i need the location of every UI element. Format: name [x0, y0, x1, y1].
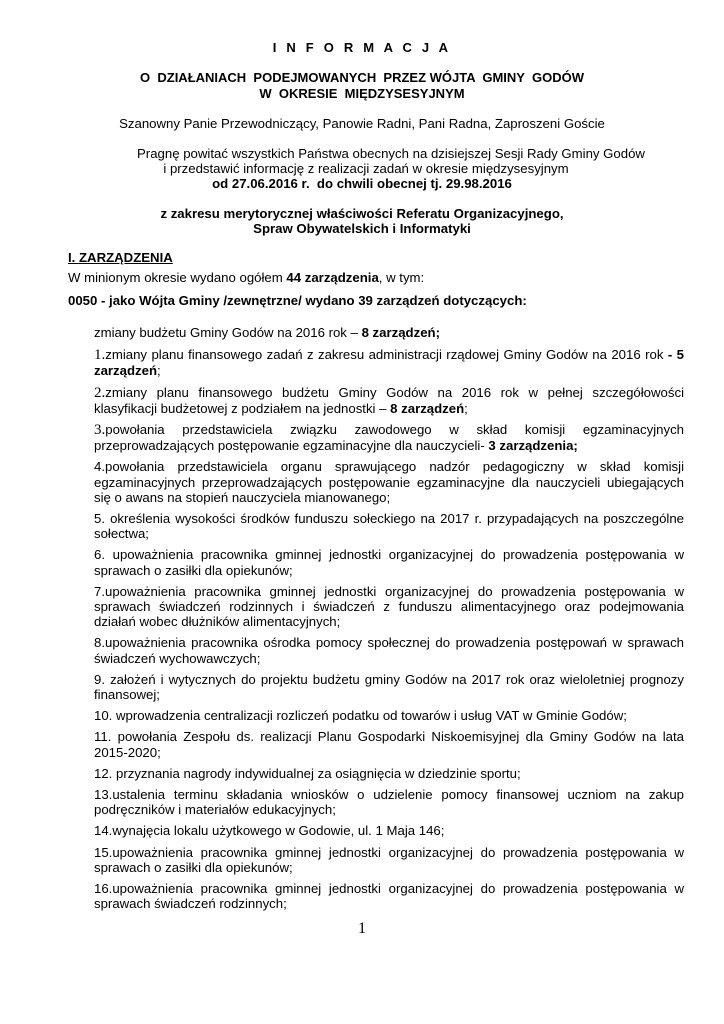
list-item-number: 6.: [94, 547, 113, 563]
list-item-text: upoważnienia pracownika gminnej jednostki organizacyjnej do prowadzenia postępowania w sprawach o zasiłki dla opiekunów;: [94, 844, 684, 875]
subtitle-line-1: O DZIAŁANIACH PODEJMOWANYCH PRZEZ WÓJTA GMINY GODÓW: [140, 70, 584, 85]
list-item: [94, 385, 684, 416]
intro-line-1: Pragnę powitać wszystkich Państwa obecnych na dzisiejszej Sesji Rady Gminy Godów: [137, 146, 645, 161]
list-item-count: 8 zarządzeń;: [361, 325, 440, 340]
list-item-text: powołania przedstawiciela związku zawodowego w skład komisji egzaminacyjnych przeprowadzających postępowanie egzaminacyjne dla nauczycieli-: [94, 422, 684, 454]
list-item-number: 11.: [94, 729, 118, 745]
list-item: [94, 511, 684, 541]
list-item-text: przyznania nagrody indywidualnej za osiągnięcia w dziedzinie sportu;: [116, 765, 521, 781]
summary-prefix: W minionym okresie wydano ogółem: [68, 270, 287, 285]
list-item: [94, 422, 684, 453]
list-item: [94, 547, 684, 577]
list-item-text: powołania przedstawiciela organu sprawującego nadzór pedagogiczny w skład komisji egzaminacyjnych przeprowadzających postępowanie egzaminacyjne dla nauczycieli ubiegających się o awans na stopień nauczyciela mianowanego;: [94, 459, 684, 505]
scope-line-2: Spraw Obywatelskich i Informatyki: [253, 221, 471, 236]
list-item-number: 15.: [94, 844, 113, 860]
list-item-text: powołania Zespołu ds. realizacji Planu Gospodarki Niskoemisyjnej dla Gminy Godów na lata 2015-2020;: [94, 729, 684, 760]
list-item-text: określenia wysokości środków funduszu sołeckiego na 2017 r. przypadających na poszczególne sołectwa;: [94, 511, 684, 542]
summary-count: 44 zarządzenia: [286, 270, 379, 285]
list-item-number: 1.: [94, 347, 106, 364]
list-item: [94, 823, 684, 838]
list-item-text: wprowadzenia centralizacji rozliczeń podatku od towarów i usług VAT w Gminie Godów;: [116, 708, 627, 724]
section-subheading: 0050 - jako Wójta Gminy /zewnętrzne/ wydano 39 zarządzeń dotyczących:: [68, 293, 527, 308]
list-item-count: 8 zarządzeń: [390, 400, 465, 416]
list-item-text: założeń i wytycznych do projektu budżetu gminy Godów na 2017 rok oraz wieloletniej prognozy finansowej;: [94, 671, 684, 703]
list-item-text: ustalenia terminu składania wniosków o udzielenie pomocy finansowej uczniom na zakup podręczników i materiałów edukacyjnych;: [94, 787, 684, 818]
list-item: [94, 672, 684, 702]
list-item-number: 12.: [94, 765, 116, 781]
ordinances-list: [94, 325, 684, 918]
list-item: [94, 459, 684, 505]
list-item-number: 13.: [94, 787, 113, 803]
document-title: I N F O R M A C J A: [272, 40, 452, 55]
list-item-number: 4.: [94, 459, 105, 475]
page-number: 1: [358, 920, 366, 937]
list-item: [94, 787, 684, 817]
list-item-text: upoważnienia pracownika gminnej jednostki organizacyjnej do prowadzenia postępowania w sprawach świadczeń rodzinnych;: [94, 881, 684, 912]
list-item-number: 2.: [94, 384, 106, 401]
list-item-text: zmiany planu finansowego zadań z zakresu administracji rządowej Gminy Godów na 2016 rok: [105, 347, 668, 363]
list-item: [94, 325, 684, 340]
greeting: Szanowny Panie Przewodniczący, Panowie Radni, Pani Radna, Zaproszeni Goście: [119, 116, 605, 131]
list-item-number: 7.: [94, 583, 105, 599]
list-item: [94, 881, 684, 911]
list-item: [94, 729, 684, 759]
list-item-number: 3.: [94, 422, 106, 439]
list-item: [94, 635, 684, 665]
section-summary: [68, 270, 424, 285]
summary-suffix: , w tym:: [378, 270, 425, 285]
list-item: [94, 347, 684, 378]
section-title: I. ZARZĄDZENIA: [68, 250, 173, 265]
subtitle-line-2: W OKRESIE MIĘDZYSESYJNYM: [259, 86, 465, 101]
list-item-count: 3 zarządzenia;: [488, 438, 578, 454]
list-item: [94, 845, 684, 875]
list-item-number: 8.: [94, 635, 105, 651]
list-item-text: wynajęcia lokalu użytkowego w Godowie, ul. 1 Maja 146;: [112, 823, 445, 839]
list-item-number: 5.: [94, 511, 111, 527]
list-item-number: 9.: [94, 671, 111, 687]
scope-line-1: z zakresu merytorycznej właściwości Referatu Organizacyjnego,: [160, 206, 564, 221]
list-item-text: upoważnienia pracownika ośrodka pomocy społecznej do prowadzenia postępowań w sprawach świadczeń wychowawczych;: [94, 635, 684, 666]
intro-line-3-dates: od 27.06.2016 r. do chwili obecnej tj. 29.98.2016: [212, 176, 512, 191]
list-item-number: 16.: [94, 881, 113, 897]
list-item: [94, 708, 684, 723]
list-item-count: - 5 zarządzeń: [94, 347, 684, 379]
list-item: [94, 584, 684, 630]
list-item-text: zmiany budżetu Gminy Godów na 2016 rok –: [94, 325, 362, 340]
list-item-text: upoważnienia pracownika gminnej jednostki organizacyjnej do prowadzenia postępowania w sprawach świadczeń rodzinnych i świadczeń z funduszu alimentacyjnego oraz podejmowania działań wobec dłużników alimentacyjnych;: [94, 583, 684, 630]
scope-heading: [0, 206, 724, 236]
list-item: [94, 766, 684, 781]
document-subtitle: [0, 70, 724, 102]
list-item-text: upoważnienia pracownika gminnej jednostki organizacyjnej do prowadzenia postępowania w sprawach o zasiłki dla opiekunów;: [94, 547, 684, 578]
list-item-tail: ;: [157, 363, 161, 379]
list-item-text: zmiany planu finansowego budżetu Gminy Godów na 2016 rok w pełnej szczegółowości klasyfikacji budżetowej z podziałem na jednostki –: [94, 384, 684, 416]
list-item-number: 10.: [94, 708, 116, 724]
list-item-tail: ;: [464, 400, 468, 416]
intro-line-2: i przedstawić informację z realizacji zadań w okresie międzysesyjnym: [163, 161, 569, 176]
intro-paragraph: [0, 146, 724, 191]
list-item-number: 14.: [94, 823, 113, 839]
